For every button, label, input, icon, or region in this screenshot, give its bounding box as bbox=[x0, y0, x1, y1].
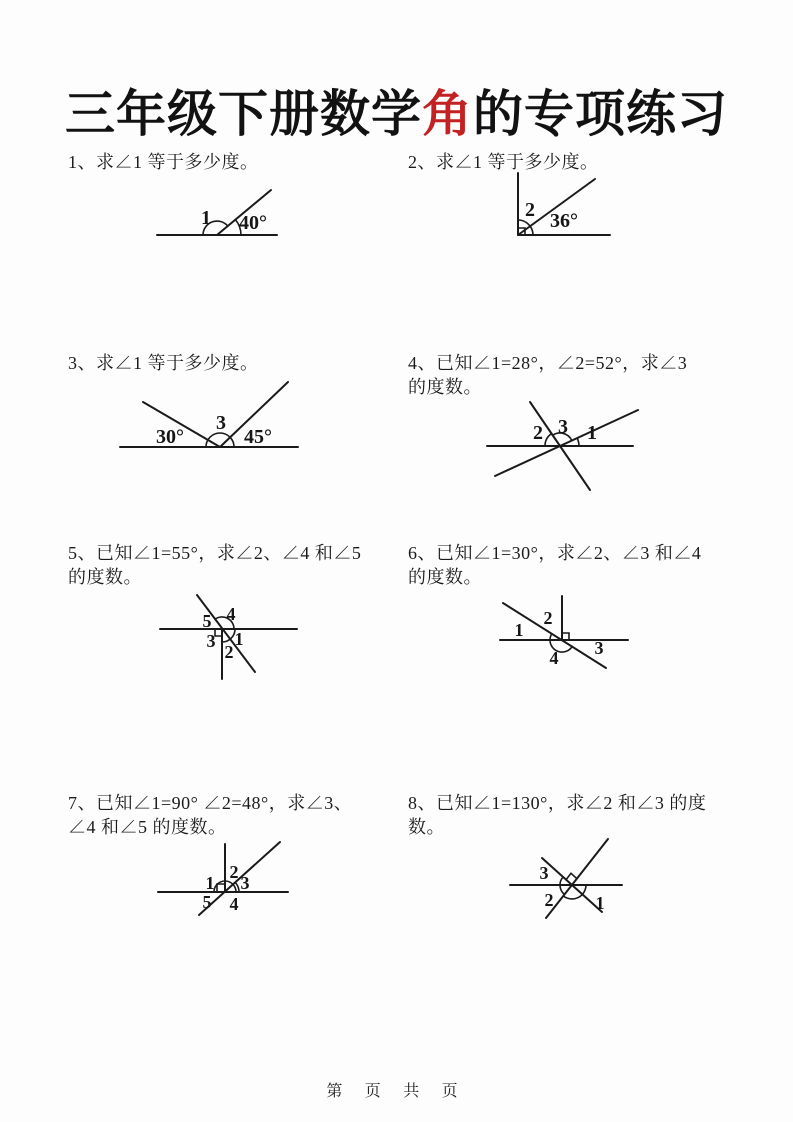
angle-label: 3 bbox=[594, 638, 604, 658]
right-angle-marker bbox=[215, 629, 222, 636]
problem-8-line2: 数。 bbox=[408, 817, 445, 837]
angle-label: 4 bbox=[549, 648, 559, 668]
problem-1-text bbox=[68, 150, 403, 174]
right-angle-marker bbox=[562, 633, 569, 640]
angle-label: 2 bbox=[533, 422, 543, 444]
problem-8-text bbox=[408, 791, 743, 839]
problem-7-line2: ∠4 和∠5 的度数。 bbox=[68, 817, 227, 837]
problem-2-diagram bbox=[480, 165, 620, 250]
angle-label: 1 bbox=[205, 873, 215, 893]
angle-label: 1 bbox=[595, 893, 605, 913]
page-title bbox=[0, 74, 793, 146]
problem-7-diagram bbox=[125, 830, 335, 935]
problem-5-line1: 5、已知∠1=55°，求∠2、∠4 和∠5 bbox=[68, 543, 362, 563]
angle-label: 4 bbox=[229, 894, 239, 914]
angle-label: 2 bbox=[543, 608, 553, 628]
problem-6-diagram bbox=[486, 594, 636, 679]
angle-label: 3 bbox=[539, 863, 549, 883]
angle-label: 1 bbox=[234, 629, 244, 649]
right-angle-marker bbox=[566, 873, 577, 879]
page-footer: 第 页 共 页 bbox=[326, 1083, 467, 1100]
angle-arc bbox=[545, 434, 552, 446]
degree-label: 30° bbox=[156, 426, 184, 448]
title-prefix: 三年级下册数学 bbox=[65, 85, 422, 142]
problem-5-diagram bbox=[152, 587, 312, 687]
title-suffix: 的专项练习 bbox=[473, 85, 728, 142]
problem-7-line1: 7、已知∠1=90° ∠2=48°，求∠3、 bbox=[68, 793, 353, 813]
problem-4-line2: 的度数。 bbox=[408, 377, 482, 397]
problem-8-diagram bbox=[460, 837, 660, 932]
degree-label: 45° bbox=[244, 426, 272, 448]
angle-label: 3 bbox=[558, 416, 568, 438]
angle-label: 1 bbox=[201, 207, 211, 229]
angle-label: 3 bbox=[240, 873, 250, 893]
angle-label: 1 bbox=[587, 422, 597, 444]
angle-label: 2 bbox=[544, 890, 554, 910]
problem-8-line1: 8、已知∠1=130°，求∠2 和∠3 的度 bbox=[408, 793, 707, 813]
problem-5-line2: 的度数。 bbox=[68, 567, 142, 587]
title-highlight-char: 角 bbox=[422, 85, 473, 142]
problem-4-line1: 4、已知∠1=28°，∠2=52°，求∠3 bbox=[408, 353, 688, 373]
problem-6-line1: 6、已知∠1=30°，求∠2、∠3 和∠4 bbox=[408, 543, 702, 563]
problem-1-line1: 1、求∠1 等于多少度。 bbox=[68, 152, 259, 172]
problem-6-line2: 的度数。 bbox=[408, 567, 482, 587]
problem-5-text bbox=[68, 541, 403, 589]
angle-label: 3 bbox=[216, 412, 226, 434]
problem-6-text bbox=[408, 541, 743, 589]
problem-3-diagram bbox=[108, 369, 308, 461]
angle-label: 5 bbox=[202, 611, 212, 631]
angle-label: 2 bbox=[229, 862, 239, 882]
problem-4-diagram bbox=[425, 386, 695, 496]
angle-label: 4 bbox=[226, 604, 236, 624]
angle-arc bbox=[206, 433, 234, 447]
degree-label: 36° bbox=[550, 210, 578, 232]
angle-label: 2 bbox=[525, 199, 535, 221]
angle-label: 3 bbox=[206, 631, 216, 651]
angle-label: 2 bbox=[224, 642, 234, 662]
problem-3-line1: 3、求∠1 等于多少度。 bbox=[68, 353, 259, 373]
angle-label: 5 bbox=[202, 892, 212, 912]
problem-1-diagram bbox=[149, 179, 299, 254]
degree-label: 40° bbox=[239, 212, 267, 234]
problem-2-line1: 2、求∠1 等于多少度。 bbox=[408, 152, 599, 172]
angle-label: 1 bbox=[514, 620, 524, 640]
angle-arc bbox=[577, 438, 579, 446]
right-angle-marker bbox=[217, 884, 225, 892]
